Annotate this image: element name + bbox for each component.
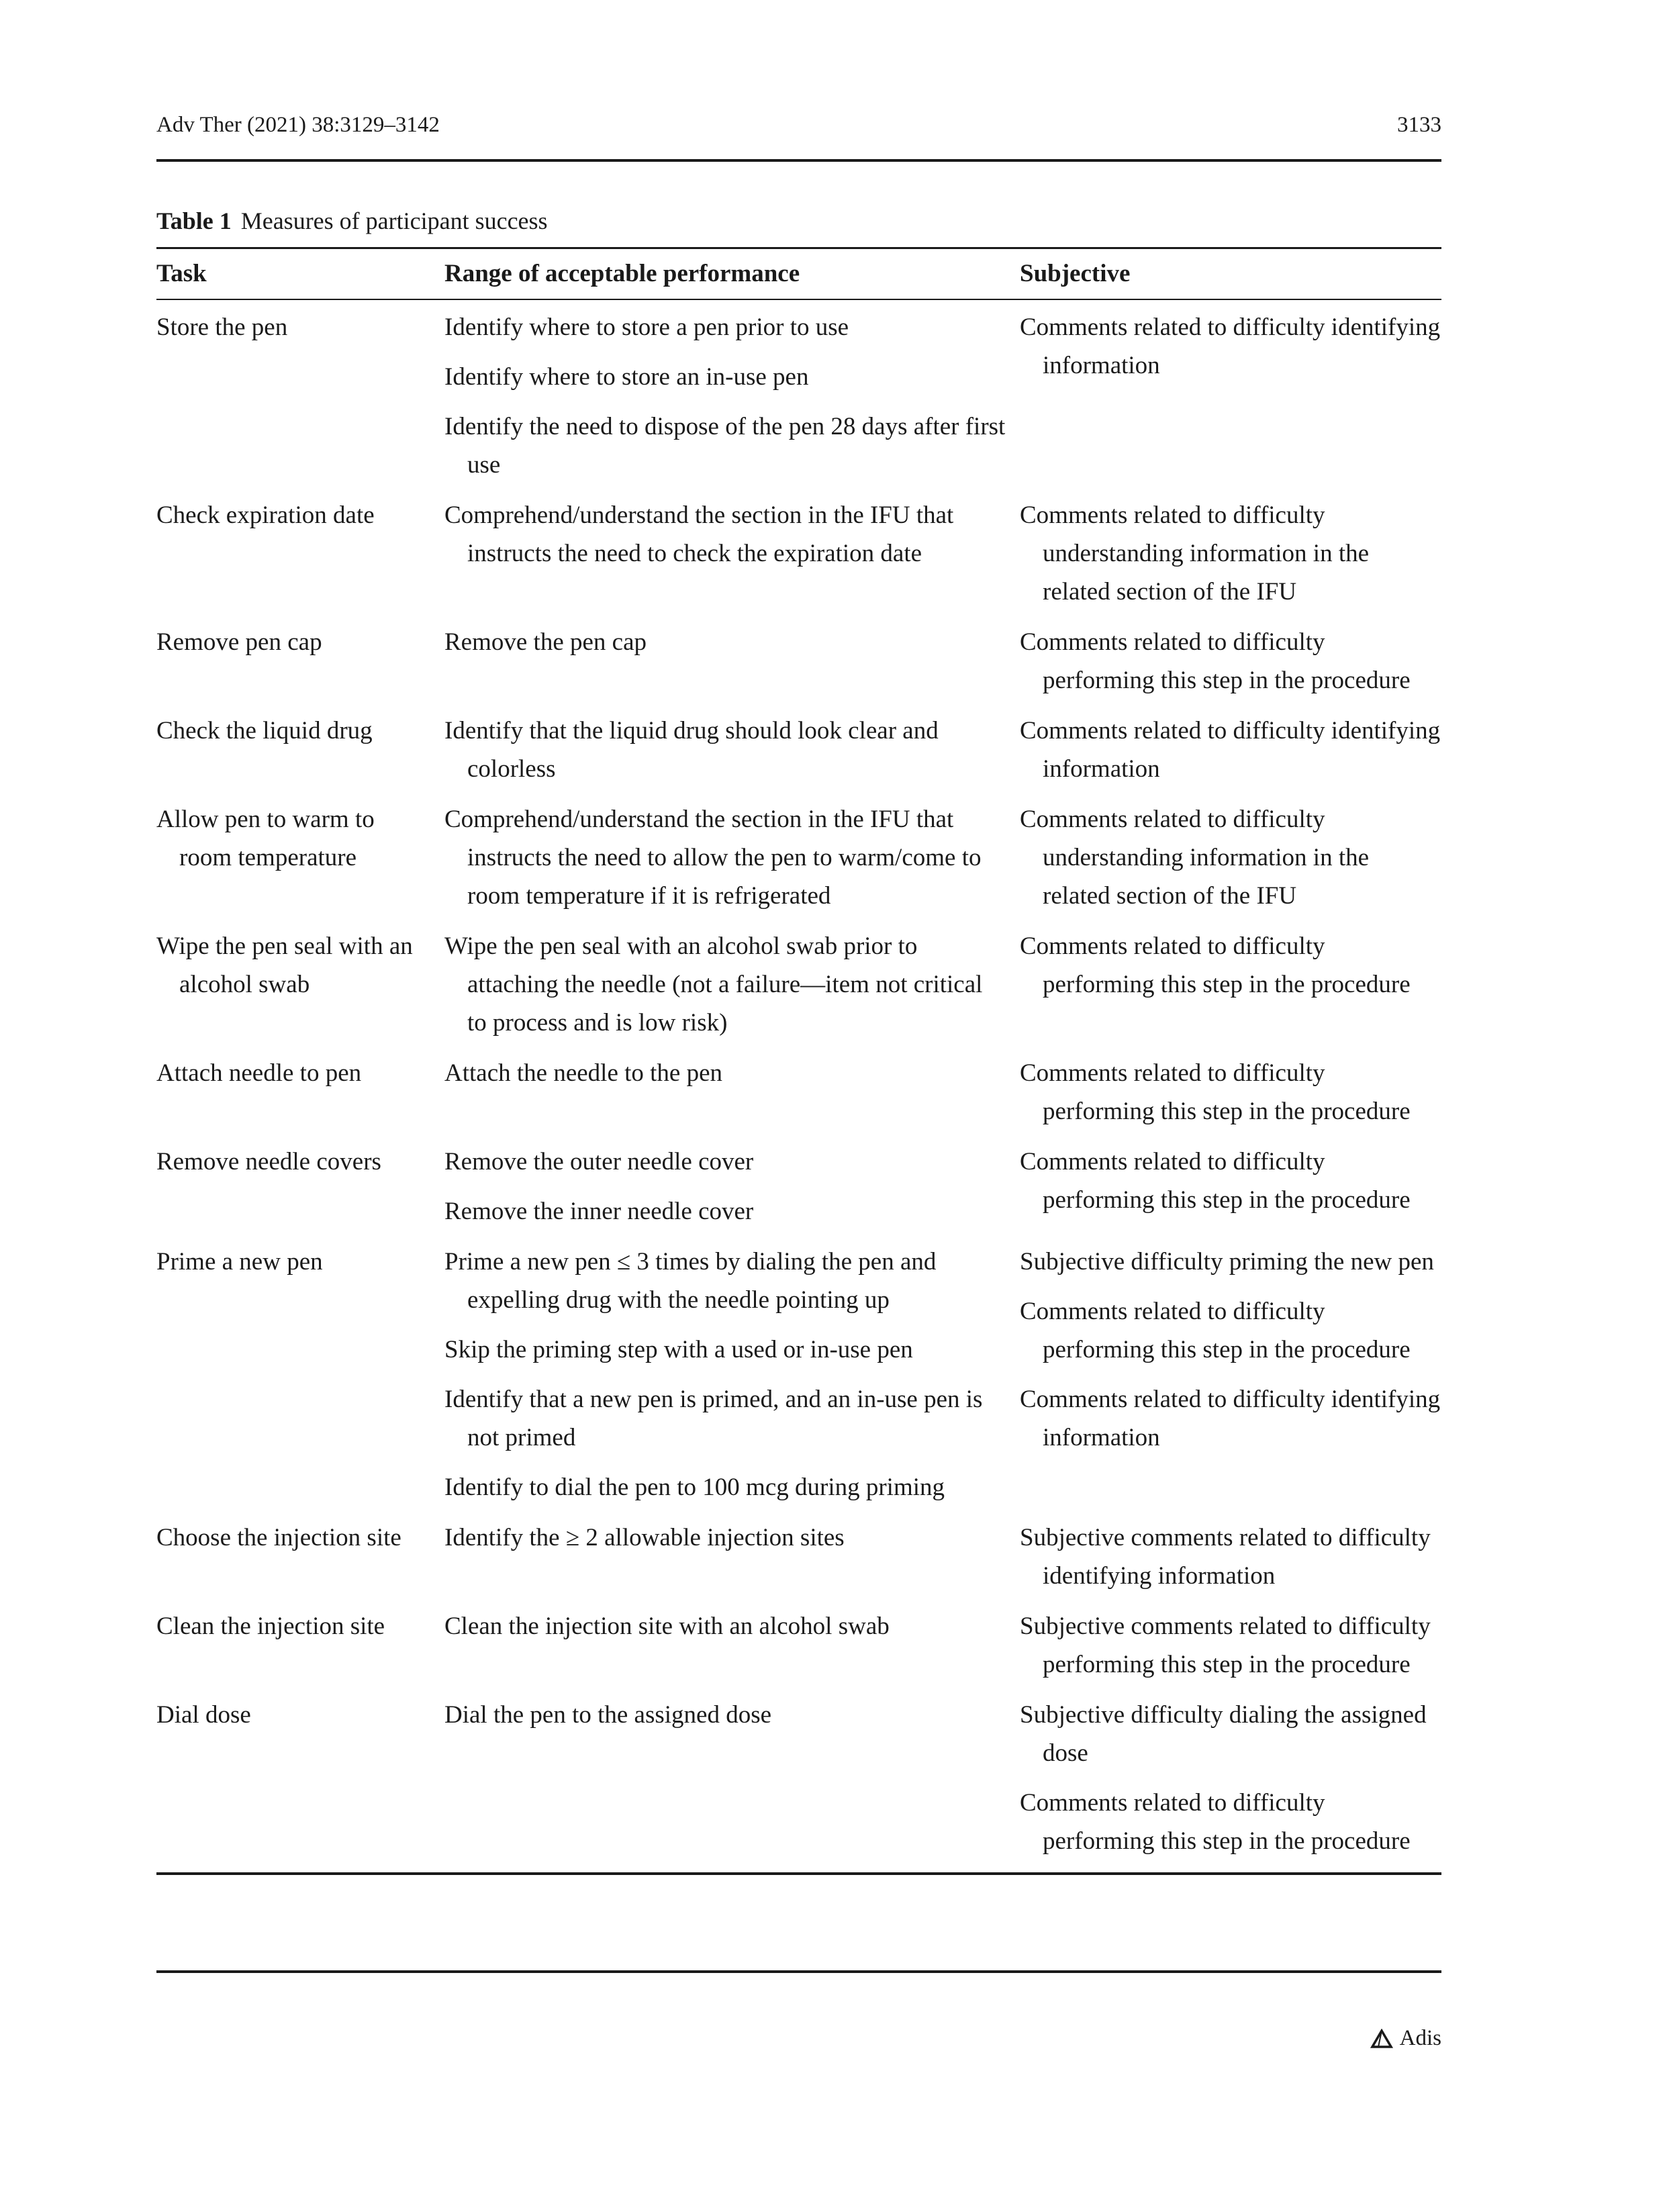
table-row bbox=[156, 1599, 1441, 1688]
table-row bbox=[156, 704, 1441, 792]
table-row bbox=[156, 792, 1441, 919]
subjective-cell bbox=[1020, 1235, 1441, 1510]
subjective-item: Subjective difficulty dialing the assigned dose bbox=[1020, 1701, 1427, 1767]
publisher-mark bbox=[1370, 2026, 1441, 2051]
performance-item: Attach the needle to the pen bbox=[444, 1059, 723, 1087]
task-cell bbox=[156, 1688, 444, 1874]
subjective-item: Comments related to difficulty performing this step in the procedure bbox=[1020, 932, 1411, 998]
performance-cell bbox=[444, 704, 1020, 792]
performance-item: Identify the ≥ 2 allowable injection sites bbox=[444, 1524, 845, 1551]
task-cell bbox=[156, 919, 444, 1046]
subjective-item: Subjective comments related to difficulty performing this step in the procedure bbox=[1020, 1613, 1431, 1678]
column-header-performance: Range of acceptable performance bbox=[444, 248, 1020, 300]
performance-item: Identify that a new pen is primed, and an in-use pen is not primed bbox=[444, 1386, 983, 1451]
subjective-item: Comments related to difficulty performing this step in the procedure bbox=[1020, 1059, 1411, 1125]
subjective-cell bbox=[1020, 1688, 1441, 1874]
performance-item: Comprehend/understand the section in the IFU that instructs the need to allow the pen to warm/come to room temperature if it is refrigerated bbox=[444, 806, 982, 910]
performance-item: Remove the inner needle cover bbox=[444, 1198, 754, 1225]
performance-cell bbox=[444, 1235, 1020, 1510]
table-row bbox=[156, 919, 1441, 1046]
performance-item: Wipe the pen seal with an alcohol swab prior to attaching the needle (not a failure—item not critical to process and is low risk) bbox=[444, 932, 983, 1037]
subjective-cell bbox=[1020, 1510, 1441, 1599]
subjective-item: Comments related to difficulty identifying information bbox=[1020, 717, 1441, 783]
task-text: Remove needle covers bbox=[156, 1148, 381, 1175]
table-container bbox=[156, 247, 1441, 1875]
publisher-name: Adis bbox=[1399, 2026, 1441, 2050]
subjective-item: Comments related to difficulty performing this step in the procedure bbox=[1020, 1789, 1411, 1855]
task-cell bbox=[156, 1046, 444, 1135]
task-cell bbox=[156, 488, 444, 615]
task-cell bbox=[156, 1510, 444, 1599]
task-cell bbox=[156, 299, 444, 488]
subjective-cell bbox=[1020, 1135, 1441, 1235]
task-text: Clean the injection site bbox=[156, 1613, 385, 1640]
performance-cell bbox=[444, 1599, 1020, 1688]
subjective-item: Comments related to difficulty understanding information in the related section of the IFU bbox=[1020, 806, 1370, 910]
table-row bbox=[156, 1046, 1441, 1135]
performance-cell bbox=[444, 792, 1020, 919]
table-row bbox=[156, 1688, 1441, 1874]
performance-item: Comprehend/understand the section in the IFU that instructs the need to check the expiration date bbox=[444, 501, 954, 567]
subjective-cell bbox=[1020, 615, 1441, 704]
subjective-cell bbox=[1020, 792, 1441, 919]
task-text: Wipe the pen seal with an alcohol swab bbox=[156, 932, 413, 998]
measures-table bbox=[156, 247, 1441, 1875]
performance-item: Identify where to store a pen prior to use bbox=[444, 314, 849, 341]
journal-citation: Adv Ther (2021) 38:3129–3142 bbox=[156, 113, 440, 137]
subjective-item: Subjective difficulty priming the new pen bbox=[1020, 1248, 1434, 1276]
performance-item: Clean the injection site with an alcohol swab bbox=[444, 1613, 890, 1640]
task-text: Attach needle to pen bbox=[156, 1059, 362, 1087]
task-text: Remove pen cap bbox=[156, 628, 322, 656]
table-row bbox=[156, 615, 1441, 704]
table-caption bbox=[156, 207, 548, 235]
performance-item: Identify the need to dispose of the pen 28 days after first use bbox=[444, 413, 1006, 479]
performance-cell bbox=[444, 919, 1020, 1046]
task-text: Store the pen bbox=[156, 314, 288, 341]
table-row bbox=[156, 488, 1441, 615]
table-row bbox=[156, 1135, 1441, 1235]
subjective-item: Subjective comments related to difficulty identifying information bbox=[1020, 1524, 1431, 1590]
subjective-item: Comments related to difficulty performing this step in the procedure bbox=[1020, 628, 1411, 694]
performance-item: Prime a new pen ≤ 3 times by dialing the pen and expelling drug with the needle pointing up bbox=[444, 1248, 937, 1314]
subjective-cell bbox=[1020, 704, 1441, 792]
task-cell bbox=[156, 1599, 444, 1688]
subjective-item: Comments related to difficulty performing this step in the procedure bbox=[1020, 1148, 1411, 1214]
table-row bbox=[156, 1235, 1441, 1510]
subjective-cell bbox=[1020, 1599, 1441, 1688]
performance-item: Remove the outer needle cover bbox=[444, 1148, 754, 1175]
header-divider bbox=[156, 159, 1441, 162]
column-header-subjective: Subjective bbox=[1020, 248, 1441, 300]
performance-item: Identify to dial the pen to 100 mcg during priming bbox=[444, 1474, 945, 1501]
performance-item: Identify where to store an in-use pen bbox=[444, 363, 809, 391]
subjective-cell bbox=[1020, 1046, 1441, 1135]
subjective-item: Comments related to difficulty performing this step in the procedure bbox=[1020, 1298, 1411, 1363]
task-cell bbox=[156, 1235, 444, 1510]
table-body bbox=[156, 299, 1441, 1874]
task-cell bbox=[156, 704, 444, 792]
subjective-cell bbox=[1020, 919, 1441, 1046]
task-cell bbox=[156, 615, 444, 704]
performance-item: Identify that the liquid drug should look clear and colorless bbox=[444, 717, 939, 783]
task-text: Choose the injection site bbox=[156, 1524, 401, 1551]
task-text: Prime a new pen bbox=[156, 1248, 323, 1276]
table-label: Table 1 bbox=[156, 207, 232, 234]
column-header-task: Task bbox=[156, 248, 444, 300]
performance-cell bbox=[444, 615, 1020, 704]
performance-cell bbox=[444, 1510, 1020, 1599]
performance-cell bbox=[444, 1046, 1020, 1135]
subjective-cell bbox=[1020, 299, 1441, 488]
table-title: Measures of participant success bbox=[240, 207, 548, 234]
running-head bbox=[156, 113, 1441, 153]
task-cell bbox=[156, 792, 444, 919]
task-text: Dial dose bbox=[156, 1701, 251, 1729]
subjective-item: Comments related to difficulty understanding information in the related section of the IFU bbox=[1020, 501, 1370, 606]
performance-cell bbox=[444, 1688, 1020, 1874]
subjective-item: Comments related to difficulty identifying information bbox=[1020, 1386, 1441, 1451]
subjective-cell bbox=[1020, 488, 1441, 615]
adis-triangle-icon bbox=[1370, 2029, 1393, 2049]
performance-item: Remove the pen cap bbox=[444, 628, 647, 656]
task-text: Check the liquid drug bbox=[156, 717, 373, 744]
footer-divider bbox=[156, 1970, 1441, 1973]
task-cell bbox=[156, 1135, 444, 1235]
performance-cell bbox=[444, 488, 1020, 615]
table-row bbox=[156, 1510, 1441, 1599]
performance-item: Dial the pen to the assigned dose bbox=[444, 1701, 772, 1729]
performance-item: Skip the priming step with a used or in-use pen bbox=[444, 1336, 913, 1363]
task-text: Allow pen to warm to room temperature bbox=[156, 806, 375, 871]
table-header-row bbox=[156, 248, 1441, 300]
page-number: 3133 bbox=[1397, 113, 1441, 137]
performance-cell bbox=[444, 299, 1020, 488]
task-text: Check expiration date bbox=[156, 501, 375, 529]
subjective-item: Comments related to difficulty identifying information bbox=[1020, 314, 1441, 379]
performance-cell bbox=[444, 1135, 1020, 1235]
table-row bbox=[156, 299, 1441, 488]
